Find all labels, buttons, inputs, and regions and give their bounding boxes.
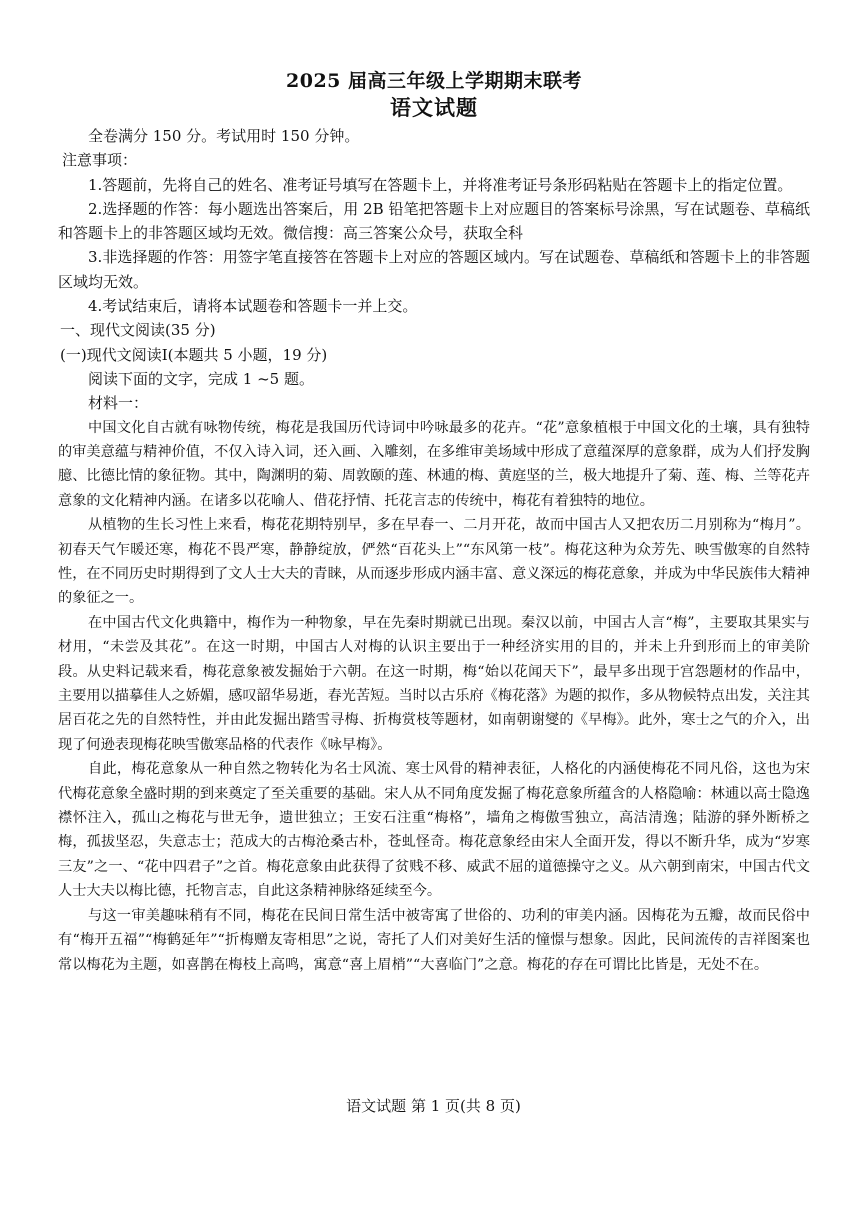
material-paragraph: 从植物的生长习性上来看，梅花花期特别早，多在早春一、二月开花，故而中国古人又把农历二月别称为“梅月”。初春天气乍暖还寒，梅花不畏严寒，静静绽放，俨然“百花头上”“东风第一枝”。梅花这种为众芳先、映雪傲寒的自然特性，在不同历史时期得到了文人士大夫的青睐，从而逐步形成内涵丰富、意义深远的梅花意象，并成为中华民族伟大精神的象征之一。 xyxy=(58,517,810,607)
material-paragraph: 在中国古代文化典籍中，梅作为一种物象，早在先秦时期就已出现。秦汉以前，中国古人言“梅”，主要取其果实与材用，“未尝及其花”。在这一时期，中国古人对梅的认识主要出于一种经济实用的目的，并未上升到形而上的审美阶段。从史料记载来看，梅花意象被发掘始于六朝。在这一时期，梅“始以花闻天下”，最早多出现于宫怨题材的作品中，主要用以描摹佳人之娇媚，感叹韶华易逝，春光苦短。当时以古乐府《梅花落》为题的拟作，多从物候特点出发，关注其居百花之先的自然特性，并由此发掘出踏雪寻梅、折梅赏枝等题材，如南朝谢燮的《早梅》。此外，寒士之气的介入，出现了何逊表现梅花映雪傲寒品格的代表作《咏早梅》。 xyxy=(58,614,810,753)
score-time-line: 全卷满分 150 分。考试用时 150 分钟。 xyxy=(88,127,360,145)
exam-page xyxy=(58,68,810,977)
exam-title: 2025 届高三年级上学期期末联考 xyxy=(286,70,582,92)
reading-instruction: 阅读下面的文字，完成 1 ~5 题。 xyxy=(88,369,314,388)
notice-item: 3.非选择题的作答：用签字笔直接答在答题卡上对应的答题区域内。写在试题卷、草稿纸和答题卡上的非答题区域均无效。 xyxy=(58,248,810,291)
material-label: 材料一： xyxy=(88,394,149,413)
part-one-heading: 一、现代文阅读(35 分) xyxy=(60,321,216,340)
material-paragraph: 中国文化自古就有咏物传统，梅花是我国历代诗词中吟咏最多的花卉。“花”意象植根于中国文化的土壤，具有独特的审美意蕴与精神价值，不仅入诗入词，还入画、入雕刻，在多维审美场域中形成了意蕴深厚的意象群，成为人们抒发胸臆、比德比情的象征物。其中，陶渊明的菊、周敦颐的莲、林逋的梅、黄庭坚的兰，极大地提升了菊、莲、梅、兰等花卉意象的文化精神内涵。在诸多以花喻人、借花抒情、托花言志的传统中，梅花有着独特的地位。 xyxy=(58,419,810,509)
page-footer: 语文试题 第 1 页(共 8 页) xyxy=(346,1097,521,1115)
material-paragraph: 自此，梅花意象从一种自然之物转化为名士风流、寒士风骨的精神表征，人格化的内涵使梅花不同凡俗，这也为宋代梅花意象全盛时期的到来奠定了至关重要的基础。宋人从不同角度发掘了梅花意象所蕴含的人格隐喻：林逋以高士隐逸襟怀注入，孤山之梅花与世无争，遗世独立；王安石注重“梅格”，墙角之梅傲雪独立，高洁清逸；陆游的驿外断桥之梅，孤拔坚忍，失意志士；范成大的古梅沧桑古朴，苍虬怪奇。梅花意象经由宋人全面开发，得以不断升华，成为“岁寒三友”之一、“花中四君子”之首。梅花意象由此获得了贫贱不移、威武不屈的道德操守之义。从六朝到南宋，中国古代文人士大夫以梅比德，托物言志，自此这条精神脉络延续至今。 xyxy=(58,761,810,900)
notice-item: 4.考试结束后，请将本试题卷和答题卡一并上交。 xyxy=(88,297,418,316)
notice-item: 1.答题前，先将自己的姓名、准考证号填写在答题卡上，并将准考证号条形码粘贴在答题卡上的指定位置。 xyxy=(88,175,793,194)
notice-label: 注意事项： xyxy=(62,151,138,170)
notice-item: 2.选择题的作答：每小题选出答案后，用 2B 铅笔把答题卡上对应题目的答案标号涂黑，写在试题卷、草稿纸和答题卡上的非答题区域均无效。微信搜：高三答案公众号，获取全科 xyxy=(58,199,810,243)
sub-section-heading: (一)现代文阅读Ⅰ(本题共 5 小题，19 分) xyxy=(60,345,328,364)
exam-subtitle: 语文试题 xyxy=(390,95,478,120)
material-paragraph: 与这一审美趣味稍有不同，梅花在民间日常生活中被寄寓了世俗的、功利的审美内涵。因梅花为五瓣，故而民俗中有“梅开五福”“梅鹤延年”“折梅赠友寄相思”之说，寄托了人们对美好生活的憧憬与想象。因此，民间流传的吉祥图案也常以梅花为主题，如喜鹊在梅枝上高鸣，寓意“喜上眉梢”“大喜临门”之意。梅花的存在可谓比比皆是，无处不在。 xyxy=(58,907,810,973)
